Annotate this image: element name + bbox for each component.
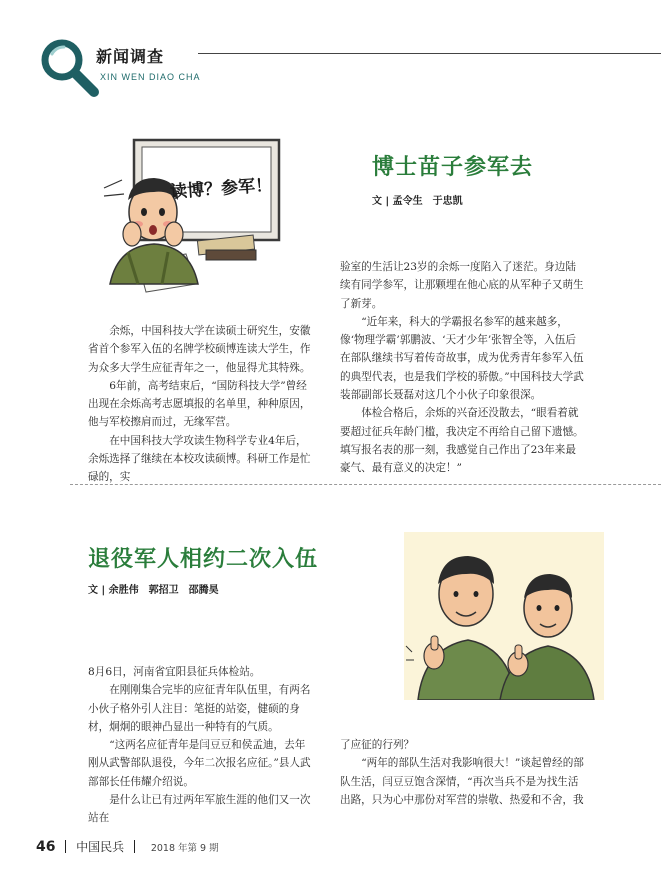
section-divider	[70, 484, 661, 485]
footer-separator	[134, 840, 135, 853]
article1-left-column	[88, 322, 314, 487]
issue-label: 2018 年第 9 期	[150, 843, 219, 854]
paragraph: 余烁，中国科技大学在读硕士研究生，安徽省首个参军入伍的名牌学校硕博连读大学生，作为众多大学生应征青年之一，他显得尤其特殊。	[88, 325, 311, 374]
article-title: 博士苗子参军去	[372, 155, 534, 180]
paragraph: 体检合格后，余烁的兴奋还没散去，“眼看着就要超过征兵年龄门槛，我决定不再给自己留下遗憾。填写报名表的那一刻，我感觉自己作出了23年来最豪气、最有意义的决定！”	[340, 407, 584, 475]
paragraph: “这两名应征青年是闫豆豆和侯孟迪，去年刚从武警部队退役，今年二次报名应征。”县人武部部长任伟耀介绍说。	[88, 739, 311, 788]
article2-left-column	[88, 663, 314, 828]
paragraph: 8月6日，河南省宜阳县征兵体检站。	[88, 666, 261, 678]
article-byline: 文 | 孟令生 于忠凯	[372, 196, 463, 207]
paragraph: 在刚刚集合完毕的应征青年队伍里，有两名小伙子格外引人注目：笔挺的站姿，健硕的身材，炯炯的眼神凸显出一种特有的气质。	[88, 684, 311, 733]
paragraph: 6年前，高考结束后，“国防科技大学”曾经出现在余烁高考志愿填报的名单里，种种原因，他与军校擦肩而过，无缘军营。	[88, 379, 311, 429]
article2-right-column	[340, 736, 584, 809]
paragraph: 验室的生活让23岁的余烁一度陷入了迷茫。身边陆续有同学参军，让那颗埋在他心底的从军种子又萌生了新芽。	[340, 261, 584, 310]
page-number: 46	[36, 839, 56, 855]
student-monitor-illustration	[98, 134, 288, 294]
paragraph: “近年来，科大的学霸报名参军的越来越多，像‘物理学霸’郭鹏波、‘天才少年’张智全等，入伍后在部队继续书写着传奇故事，成为优秀青年参军入伍的典型代表，也是我们学校的骄傲。”中国科技大学武装部副部长聂磊对这几个小伙子印象很深。	[340, 315, 584, 402]
paragraph: 了应征的行列？	[340, 739, 415, 751]
two-soldiers-illustration	[404, 532, 604, 700]
paragraph: “两年的部队生活对我影响很大！”谈起曾经的部队生活，闫豆豆饱含深情，“再次当兵不是为找生活出路，只为心中那份对军营的崇敬、热爱和不舍，我	[340, 757, 584, 806]
footer-separator	[65, 840, 66, 853]
magazine-name: 中国民兵	[76, 840, 125, 854]
article-title: 退役军人相约二次入伍	[88, 547, 319, 572]
section-title: 新闻调查	[96, 47, 165, 66]
article-byline: 文 | 余胜伟 郭招卫 邵腾昊	[88, 585, 219, 596]
header-rule	[198, 53, 661, 54]
magnifier-logo-icon	[36, 36, 102, 102]
page-footer	[36, 838, 219, 855]
illustration-caption: 读博？参军！	[169, 175, 273, 203]
article1-right-column	[340, 258, 584, 478]
paragraph: 在中国科技大学攻读生物科学专业4年后，余烁选择了继续在本校攻读硕博。科研工作是忙碌的，实	[88, 434, 311, 484]
section-pinyin: XIN WEN DIAO CHA	[100, 72, 201, 82]
paragraph: 是什么让已有过两年军旅生涯的他们又一次站在	[88, 794, 311, 825]
